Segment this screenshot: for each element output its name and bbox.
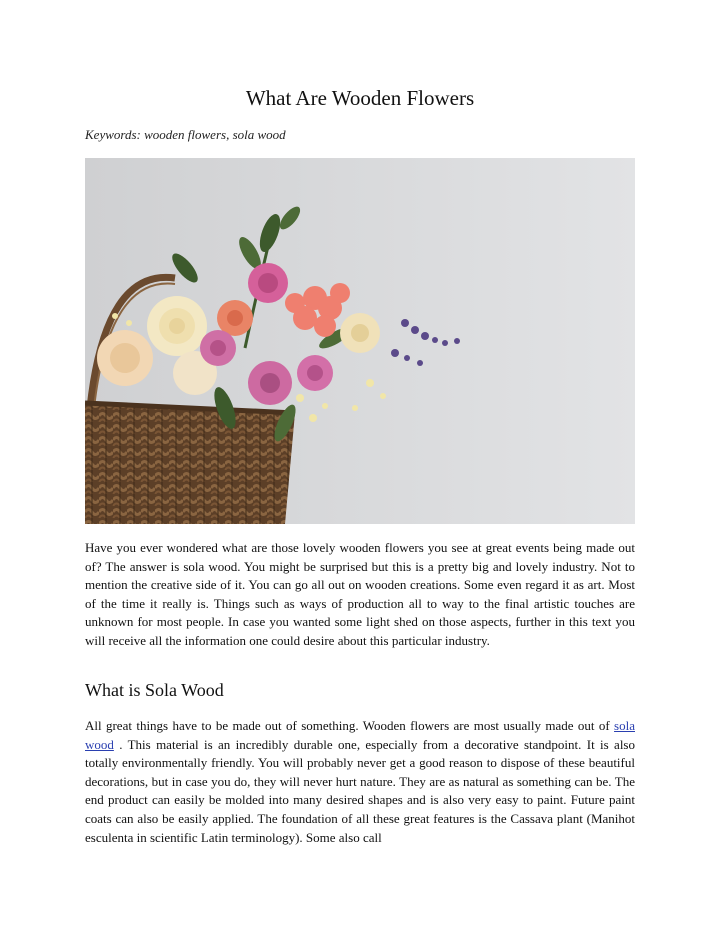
document-title: What Are Wooden Flowers (245, 86, 475, 110)
flower-basket-photo (85, 158, 635, 524)
paragraph-text-after-link: . This material is an incredibly durable one, especially from a decorative standpoint. It is also totally environmentally friendly. You will probably never get a good reason to dispose of these beautiful decorations, but in case you do, they will never hurt nature. They are as natural as something can be. The end product can easily be molded into many desired shapes and is also very easy to paint. Future paint coats can also be easily applied. The foundation of all these great features is the Cassava plant (Manihot esculenta in scientific Latin terminology). Some also call (85, 736, 635, 845)
paragraph-text-before-link: All great things have to be made out of something. Wooden flowers are most usually made out of (85, 718, 615, 733)
flower-basket-illustration (85, 158, 635, 524)
keywords-line: Keywords: wooden flowers, sola wood (85, 127, 286, 142)
sola-wood-link[interactable]: sola wood (85, 718, 635, 752)
section-paragraph (85, 717, 635, 847)
section-heading: What is Sola Wood (85, 680, 224, 700)
intro-paragraph: Have you ever wondered what are those lovely wooden flowers you see at great events being made out of? The answer is sola wood. You might be surprised but this is a pretty big and lovely industry. Not to mention the creative side of it. You can go all out on wooden creations. Some even regard it as art. Most of the time it really is. Things such as ways of production all to way to the final artistic touches are unknown for most people. In case you wanted some light shed on those aspects, further in this text you will receive all the information one could desire about this particular industry. (85, 540, 635, 648)
